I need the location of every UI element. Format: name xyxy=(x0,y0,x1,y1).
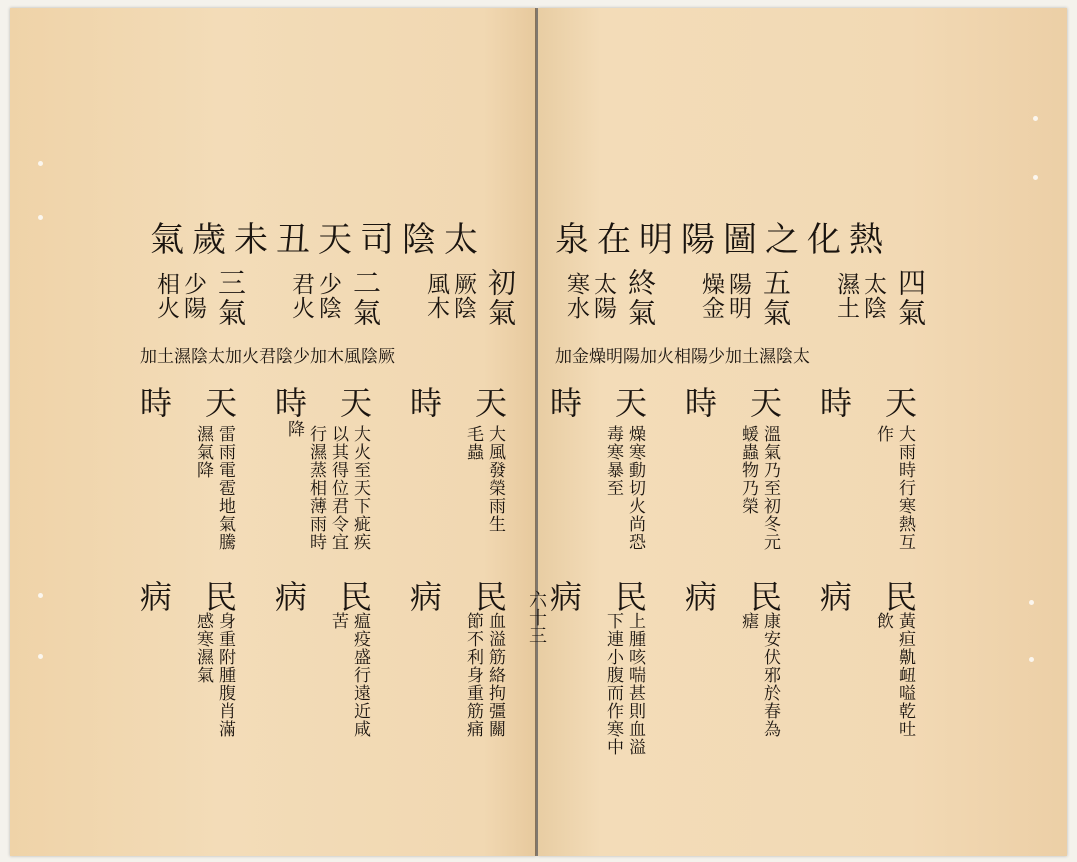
qi-label: 三氣 xyxy=(214,268,247,328)
shi-character: 時 xyxy=(140,384,173,422)
minbing-text-column: 黃疸鼽衄嗌乾吐 xyxy=(895,612,915,738)
qi-sub-label: 濕土 xyxy=(833,272,859,320)
tianshi-text-column: 燥寒動切火尚恐 xyxy=(625,425,645,551)
tianshi-text-column: 行濕蒸相薄雨時 xyxy=(306,425,326,551)
bing-character: 病 xyxy=(410,578,443,616)
tianshi-text-column: 作 xyxy=(873,425,893,443)
tianshi-text-column: 毒寒暴至 xyxy=(603,425,623,497)
minbing-text-column: 苦 xyxy=(328,612,348,630)
bing-character: 病 xyxy=(685,578,718,616)
shi-character: 時 xyxy=(820,384,853,422)
minbing-text-column: 感寒濕氣 xyxy=(193,612,213,684)
minbing-text-column: 瘧 xyxy=(738,612,758,630)
tian-character: 天 xyxy=(475,384,508,422)
shi-character: 時 xyxy=(550,384,583,422)
minbing-text-column: 下連小腹而作寒中 xyxy=(603,612,623,756)
qi-label: 四氣 xyxy=(894,268,927,328)
binding-hole xyxy=(38,593,43,598)
binding-hole xyxy=(38,215,43,220)
tian-character: 天 xyxy=(615,384,648,422)
binding-hole xyxy=(1033,116,1038,121)
tianshi-text-column: 毛蟲 xyxy=(463,425,483,461)
binding-hole xyxy=(38,161,43,166)
qi-label: 五氣 xyxy=(759,268,792,328)
tianshi-text-column: 蝯蟲物乃榮 xyxy=(738,425,758,515)
shi-character: 時 xyxy=(685,384,718,422)
left-title: 太陰司天丑未歲氣 xyxy=(150,220,486,260)
tian-character: 天 xyxy=(750,384,783,422)
min-character: 民 xyxy=(615,578,648,616)
tianshi-text-column: 大雨時行寒熱互 xyxy=(895,425,915,551)
qi-sub-label: 少陰 xyxy=(315,272,341,320)
tianshi-text-column: 濕氣降 xyxy=(193,425,213,479)
tian-character: 天 xyxy=(205,384,238,422)
shi-character: 時 xyxy=(410,384,443,422)
bing-character: 病 xyxy=(140,578,173,616)
qi-sub-label: 君火 xyxy=(288,272,314,320)
qi-sub-label: 少陽 xyxy=(180,272,206,320)
tian-character: 天 xyxy=(885,384,918,422)
qi-sub-label: 寒水 xyxy=(563,272,589,320)
page-number: 六十三 xyxy=(526,590,547,644)
binding-hole xyxy=(1029,657,1034,662)
qi-sub-label: 厥陰 xyxy=(450,272,476,320)
minbing-text-column: 身重附腫腹肖滿 xyxy=(215,612,235,738)
tianshi-text-column: 雷雨電雹地氣騰 xyxy=(215,425,235,551)
tianshi-text-column: 溫氣乃至初冬元 xyxy=(760,425,780,551)
shi-character: 時 xyxy=(275,384,308,422)
qi-sub-label: 相火 xyxy=(153,272,179,320)
left-jia-line: 厥陰風木加少陰君火加太陰濕土加 xyxy=(140,347,395,367)
min-character: 民 xyxy=(475,578,508,616)
qi-sub-label: 陽明 xyxy=(725,272,751,320)
qi-label: 二氣 xyxy=(349,268,382,328)
book-gutter xyxy=(535,8,538,856)
tian-character: 天 xyxy=(340,384,373,422)
qi-sub-label: 燥金 xyxy=(698,272,724,320)
bing-character: 病 xyxy=(275,578,308,616)
right-jia-line: 太陰濕土加少陽相火加陽明燥金加 xyxy=(555,347,810,367)
minbing-text-column: 飲 xyxy=(873,612,893,630)
bing-character: 病 xyxy=(820,578,853,616)
minbing-text-column: 上腫咳喘甚則血溢 xyxy=(625,612,645,756)
min-character: 民 xyxy=(885,578,918,616)
min-character: 民 xyxy=(340,578,373,616)
binding-hole xyxy=(1033,175,1038,180)
qi-sub-label: 太陰 xyxy=(860,272,886,320)
right-title: 熱化之圖陽明在泉 xyxy=(555,220,891,260)
qi-label: 終氣 xyxy=(624,268,657,328)
minbing-text-column: 瘟疫盛行遠近咸 xyxy=(350,612,370,738)
tianshi-text-column: 大風發榮雨生 xyxy=(485,425,505,533)
min-character: 民 xyxy=(205,578,238,616)
tianshi-text-column: 以其得位君令宜 xyxy=(328,425,348,551)
minbing-text-column: 康安伏邪於春為 xyxy=(760,612,780,738)
qi-label: 初氣 xyxy=(484,268,517,328)
bing-character: 病 xyxy=(550,578,583,616)
minbing-text-column: 血溢筋絡拘彊關 xyxy=(485,612,505,738)
min-character: 民 xyxy=(750,578,783,616)
qi-sub-label: 太陽 xyxy=(590,272,616,320)
tianshi-text-column: 大火至天下疵疾 xyxy=(350,425,370,551)
minbing-text-column: 節不利身重筋痛 xyxy=(463,612,483,738)
binding-hole xyxy=(38,654,43,659)
qi-sub-label: 風木 xyxy=(423,272,449,320)
binding-hole xyxy=(1029,600,1034,605)
left-page xyxy=(10,8,536,856)
tianshi-text-column: 降 xyxy=(284,420,304,438)
